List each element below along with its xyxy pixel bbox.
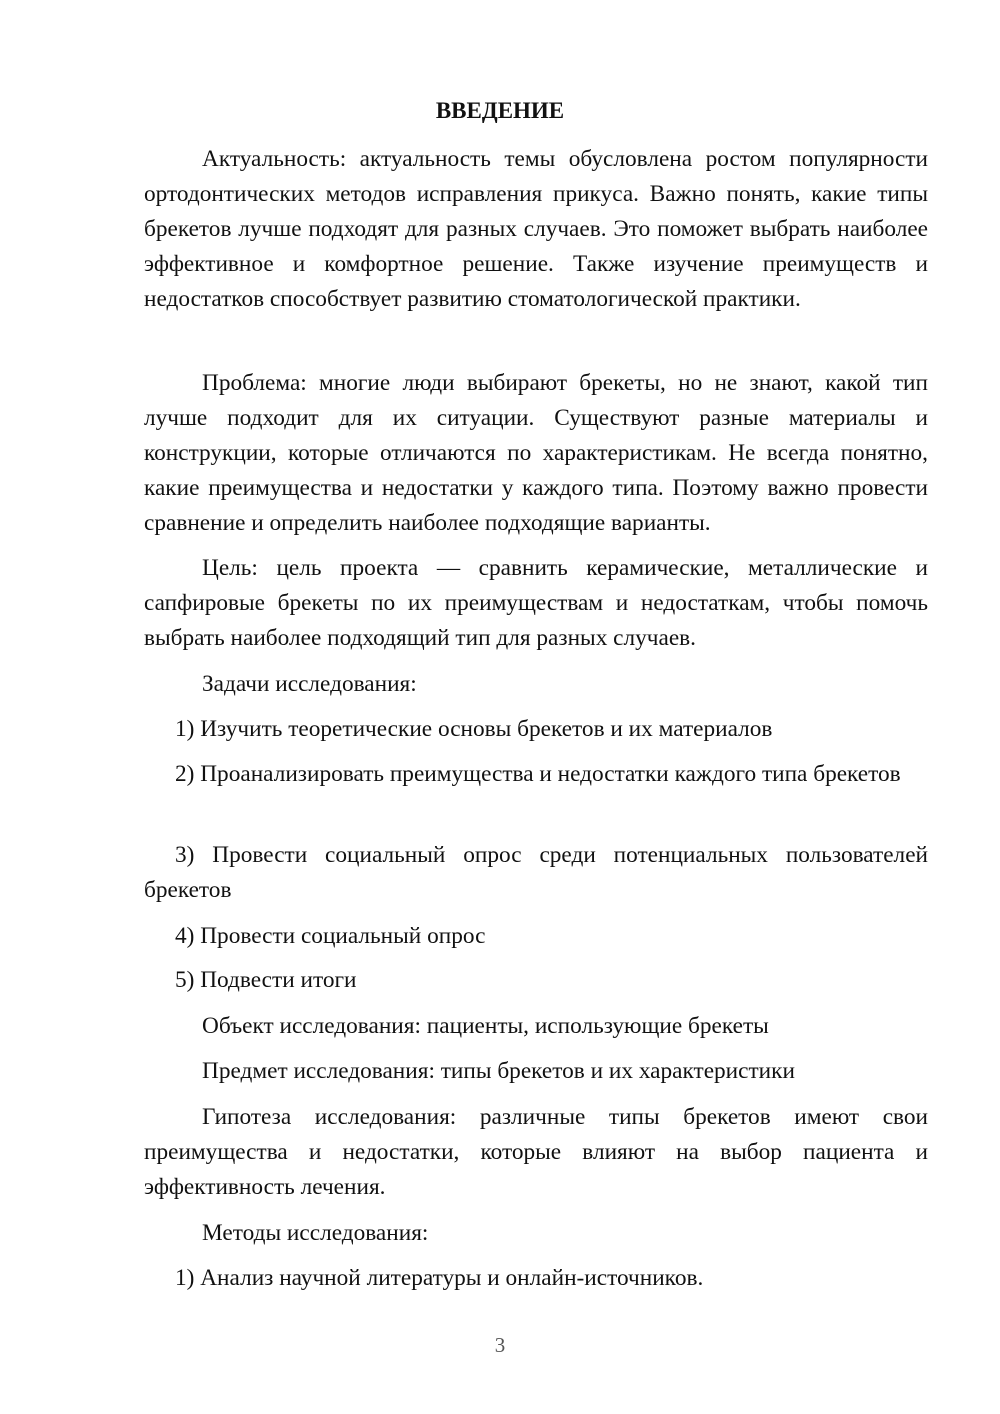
tasks-title: Задачи исследования: [202, 671, 417, 697]
paragraph-object: Объект исследования: пациенты, использующие брекеты [202, 1013, 769, 1039]
task-item-4: 4) Провести социальный опрос [175, 923, 486, 949]
task-item-3: 3) Провести социальный опрос среди потенциальных пользователей брекетов [144, 842, 928, 903]
paragraph-problem: Проблема: многие люди выбирают брекеты, но не знают, какой тип лучше подходит для их ситуации. Существуют разные материалы и конструкции, которые отличаются по характеристикам. Не всегда понятно, какие преимущества и недостатки у каждого типа. Поэтому важно провести сравнение и определить наиболее подходящие варианты. [144, 370, 928, 536]
page-number: 3 [494, 1333, 506, 1357]
paragraph-relevance: Актуальность: актуальность темы обусловлена ростом популярности ортодонтических методов исправления прикуса. Важно понять, какие типы брекетов лучше подходят для разных случаев. Это поможет выбрать наиболее эффективное и комфортное решение. Также изучение преимуществ и недостатков способствует развитию стоматологической практики. [144, 146, 928, 312]
section-heading: ВВЕДЕНИЕ [435, 98, 565, 123]
methods-title: Методы исследования: [202, 1220, 429, 1246]
method-item-1: 1) Анализ научной литературы и онлайн-источников. [175, 1265, 704, 1291]
paragraph-subject: Предмет исследования: типы брекетов и их характеристики [202, 1058, 795, 1084]
task-item-1: 1) Изучить теоретические основы брекетов и их материалов [175, 716, 773, 742]
paragraph-goal: Цель: цель проекта — сравнить керамические, металлические и сапфировые брекеты по их преимуществам и недостаткам, чтобы помочь выбрать наиболее подходящий тип для разных случаев. [144, 555, 928, 651]
paragraph-hypothesis: Гипотеза исследования: различные типы брекетов имеют свои преимущества и недостатки, которые влияют на выбор пациента и эффективность лечения. [144, 1104, 928, 1200]
task-item-2: 2) Проанализировать преимущества и недостатки каждого типа брекетов [175, 761, 901, 787]
task-item-5: 5) Подвести итоги [175, 967, 357, 993]
